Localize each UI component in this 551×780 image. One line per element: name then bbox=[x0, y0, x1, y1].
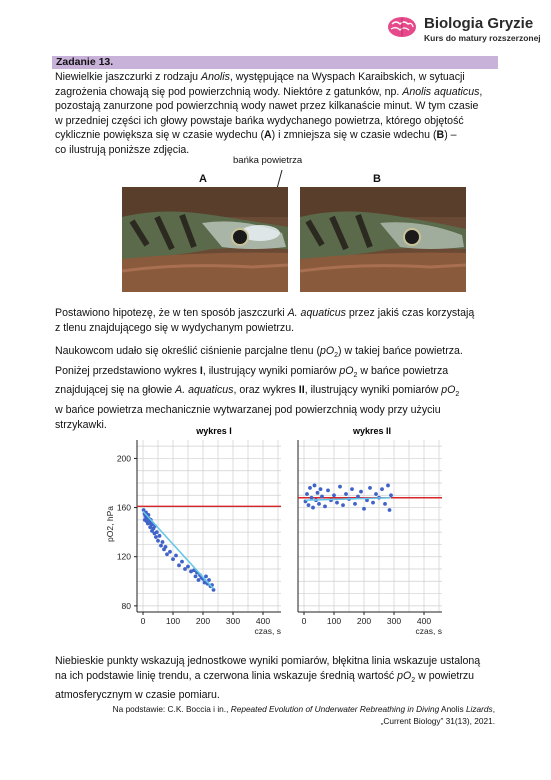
legend-line-2: na ich podstawie linię trendu, a czerwona linia wskazuje średnią wartość $pO_2$ w powietrzu bbox=[55, 669, 475, 684]
chart2-point bbox=[388, 508, 392, 512]
chart2-point bbox=[313, 484, 317, 488]
chart1-xlabel: czas, s bbox=[254, 626, 281, 636]
chart1-x-tick-label: 0 bbox=[140, 616, 146, 626]
measurement-line-4: w bańce powietrza mechanicznie wytwarzanej pod powierzchnią wody przy użyciu bbox=[55, 404, 441, 417]
hypothesis-line-1: Postawiono hipotezę, że w ten sposób jaszczurki A. aquaticus przez jakiś czas korzystają bbox=[55, 307, 475, 319]
chart1-point bbox=[156, 539, 160, 543]
chart2-point bbox=[305, 492, 309, 496]
chart1-point bbox=[164, 545, 168, 549]
brand-subtitle: Kurs do matury rozszerzonej bbox=[424, 33, 541, 43]
chart2-point bbox=[389, 493, 393, 497]
chart1-x-tick-label: 400 bbox=[255, 616, 271, 626]
measurement-line-5: strzykawki. bbox=[55, 418, 107, 431]
photo-label-b: B bbox=[373, 173, 381, 185]
chart1-point bbox=[155, 530, 159, 534]
chart2-point bbox=[359, 490, 363, 494]
chart2-point bbox=[344, 492, 348, 496]
chart2-point bbox=[341, 503, 345, 507]
chart1-point bbox=[194, 574, 198, 578]
chart1-point bbox=[158, 534, 162, 538]
chart2-point bbox=[323, 504, 327, 508]
chart2-point bbox=[335, 501, 339, 505]
source-line-2: „Current Biology” 31(13), 2021. bbox=[380, 716, 495, 726]
chart2-point bbox=[386, 484, 390, 488]
intro-line-1: Niewielkie jaszczurki z rodzaju Anolis, występujące na Wyspach Karaibskich, w sytuacji bbox=[55, 71, 465, 83]
chart1-point bbox=[168, 550, 172, 554]
chart2-x-tick-label: 400 bbox=[416, 616, 432, 626]
chart2-x-tick-label: 300 bbox=[386, 616, 402, 626]
chart1-point bbox=[154, 535, 158, 539]
chart2-point bbox=[311, 506, 315, 510]
chart2-point bbox=[308, 486, 312, 490]
chart2-point bbox=[319, 487, 323, 491]
chart1-x-tick-label: 200 bbox=[195, 616, 211, 626]
chart2-point bbox=[371, 501, 375, 505]
legend-line-1: Niebieskie punkty wskazują jednostkowe wyniki pomiarów, błękitna linia wskazuje ustaloną bbox=[55, 655, 481, 667]
chart2-point bbox=[332, 493, 336, 497]
chart2-point bbox=[383, 502, 387, 506]
chart2-title: wykres II bbox=[352, 426, 392, 436]
intro-line-5: cyklicznie powiększa się w czasie wydechu (A) i zmniejsza się w czasie wdechu (B) – bbox=[55, 129, 457, 142]
chart2-point bbox=[326, 488, 330, 492]
chart1-point bbox=[171, 557, 175, 561]
measurement-line-1: Naukowcom udało się określić ciśnienie parcjalne tlenu $(pO_2)$ w takiej bańce powietrza. bbox=[55, 345, 463, 360]
hypothesis-line-2: z tlenu znajdującego się w wydychanym powietrzu. bbox=[55, 321, 295, 334]
measurement-line-2: Poniżej przedstawiono wykres I, ilustrujący wyniki pomiarów $pO_2$ w bańce powietrza bbox=[55, 364, 449, 379]
intro-line-4: w przedniej części ich głowy powstaje bańka wydychanego powietrza, którego objętość bbox=[55, 114, 464, 127]
chart2-point bbox=[338, 485, 342, 489]
measurement-line-3: znajdującej się na głowie A. aquaticus, oraz wykres II, ilustrujący wyniki pomiarów $pO_2$ bbox=[55, 384, 460, 399]
chart2-point bbox=[350, 487, 354, 491]
chart1-x-tick-label: 100 bbox=[165, 616, 181, 626]
source-citation bbox=[55, 703, 495, 727]
intro-line-2: zagrożenia chowają się pod powierzchnią wody. Niektóre z gatunków, np. Anolis aquaticus, bbox=[55, 85, 483, 98]
chart2-x-tick-label: 200 bbox=[356, 616, 372, 626]
legend-paragraph bbox=[55, 654, 505, 703]
chart2-point bbox=[320, 495, 324, 499]
chart1-point bbox=[177, 563, 181, 567]
chart1-point bbox=[197, 578, 201, 582]
chart2-point bbox=[380, 487, 384, 491]
chart2-point bbox=[362, 507, 366, 511]
chart2-point bbox=[316, 491, 320, 495]
chart1-point bbox=[159, 544, 163, 548]
chart1-point bbox=[165, 552, 169, 556]
source-line-1: Na podstawie: C.K. Boccia i in., Repeated Evolution of Underwater Rebreathing in Diving Anolis Lizards, bbox=[112, 704, 495, 714]
chart2-point bbox=[307, 503, 311, 507]
chart1-ylabel: pO2, hPa bbox=[105, 506, 115, 542]
chart1-y-tick-label: 120 bbox=[116, 551, 131, 562]
chart1-point bbox=[204, 574, 208, 578]
brand-title: Biologia Gryzie bbox=[424, 15, 534, 32]
chart1-point bbox=[174, 554, 178, 558]
intro-line-3: pozostają zanurzone pod powierzchnią wody nawet przez kilkanaście minut. W tym czasie bbox=[55, 100, 479, 113]
chart2-x-tick-label: 0 bbox=[301, 616, 307, 626]
chart2-xlabel: czas, s bbox=[415, 626, 442, 636]
chart1-point bbox=[180, 560, 184, 564]
intro-line-6: co ilustrują poniższe zdjęcia. bbox=[55, 143, 190, 156]
chart1-y-tick-label: 200 bbox=[116, 453, 131, 464]
chart2-x-tick-label: 100 bbox=[326, 616, 342, 626]
chart1-y-tick-label: 160 bbox=[116, 502, 131, 513]
chart2-point bbox=[356, 495, 360, 499]
chart1-point bbox=[183, 567, 187, 571]
legend-line-3: atmosferycznym w czasie pomiaru. bbox=[55, 689, 220, 702]
chart2-point bbox=[374, 492, 378, 496]
bubble-label: bańka powietrza bbox=[233, 155, 303, 166]
chart2-point bbox=[317, 502, 321, 506]
chart1-x-tick-label: 300 bbox=[225, 616, 241, 626]
chart1-point bbox=[186, 565, 190, 569]
chart2-point bbox=[353, 502, 357, 506]
chart2-point bbox=[310, 496, 314, 500]
chart1-y-tick-label: 80 bbox=[121, 600, 131, 611]
photo-label-a: A bbox=[199, 173, 207, 185]
chart1-title: wykres I bbox=[196, 426, 232, 436]
chart1-point bbox=[161, 540, 165, 544]
chart2-point bbox=[368, 486, 372, 490]
task-title: Zadanie 13. bbox=[56, 56, 114, 68]
